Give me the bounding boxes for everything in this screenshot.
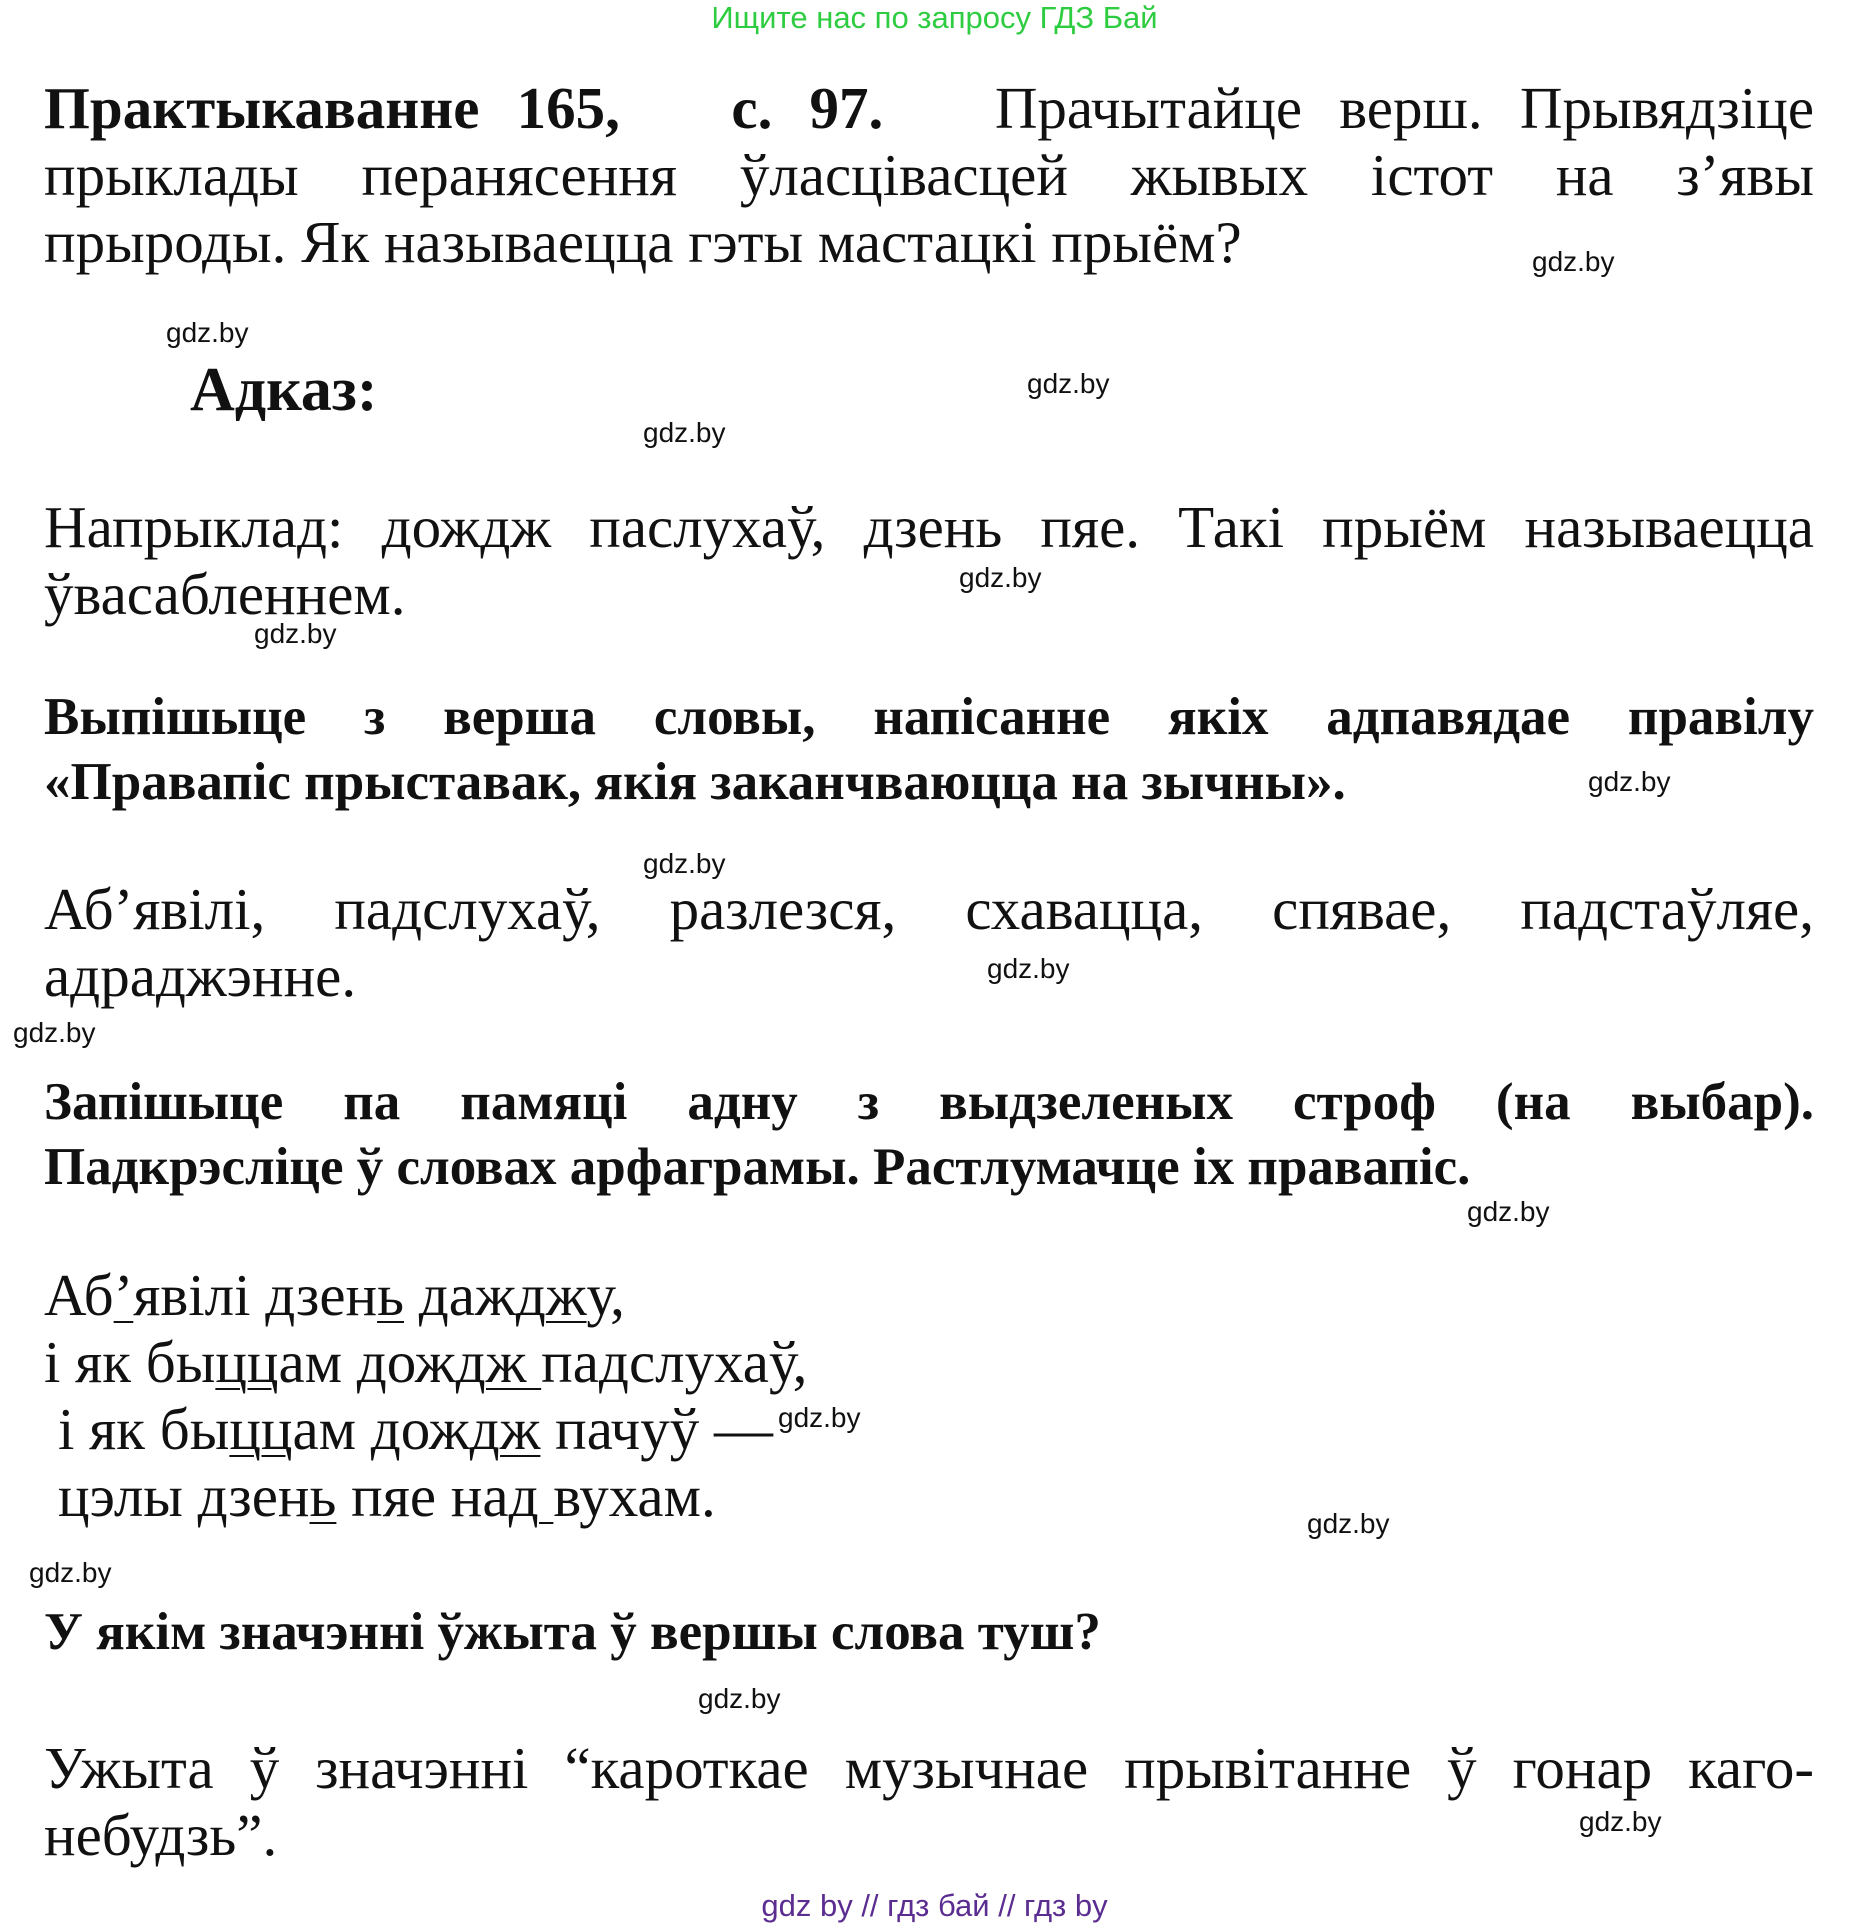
watermark: gdz.by [698,1683,781,1714]
poem-line-2: і як быццам дождж падслухаў, [44,1329,808,1395]
answer-1-line-1: Напрыклад: дождж паслухаў, дзень пяе. Такі прыём называецца [44,494,1814,560]
poem-stanza [44,1262,1444,1530]
watermark: gdz.by [987,953,1070,984]
poem-line-1: Аб’явілі дзень дажджу, [44,1262,625,1328]
exercise-line-3: прыроды. Як называецца гэты мастацкі прыём? [44,209,1242,275]
exercise-label: Практыкаванне 165, [44,75,620,141]
watermark: gdz.by [1467,1196,1550,1227]
exercise-line-2: прыклады перанясення ўласцівасцей жывых істот на з’явы [44,142,1814,208]
question-4 [44,1600,1814,1665]
answer-4-line-2: небудзь”. [44,1802,278,1868]
answer-4-line-1: Ужыта ў значэнні “кароткае музычнае прывітанне ў гонар каго- [44,1735,1814,1801]
answer-1-line-2: ўвасабленнем. [44,561,406,627]
top-banner: Ищите нас по запросу ГДЗ Бай [711,0,1158,35]
question-2 [44,685,1814,815]
poem-line-4: цэлы дзень пяе над вухам. [58,1463,716,1529]
answer-1 [44,494,1814,628]
poem-line-3: і як быццам дождж пачуў — [58,1396,773,1462]
footer: gdz by // гдз бай // гдз by [761,1888,1108,1923]
watermark: gdz.by [254,618,337,649]
answer-2-line-1: Аб’явілі, падслухаў, разлезся, схавацца, спявае, падстаўляе, [44,876,1814,942]
exercise-page: с. 97. [731,75,884,141]
watermark: gdz.by [13,1017,96,1048]
answer-2-line-2: адраджэнне. [44,943,357,1009]
watermark: gdz.by [778,1402,861,1433]
watermark: gdz.by [959,562,1042,593]
watermark: gdz.by [1579,1806,1662,1837]
watermark: gdz.by [1027,368,1110,399]
watermark: gdz.by [1588,766,1671,797]
question-3-line-2: Падкрэсліце ў словах арфаграмы. Растлумачце іх правапіс. [44,1138,1471,1196]
watermark: gdz.by [166,317,249,348]
watermark: gdz.by [1532,246,1615,277]
answer-heading: Адказ: [190,356,378,424]
answer-4 [44,1735,1814,1869]
question-2-line-2: «Правапіс прыставак, якія заканчваюцца на зычны». [44,753,1346,811]
watermark: gdz.by [643,848,726,879]
exercise-line-1 [44,75,1814,142]
question-3 [44,1070,1814,1200]
watermark: gdz.by [29,1557,112,1588]
watermark: gdz.by [643,417,726,448]
question-4-line: У якім значэнні ўжыта ў вершы слова туш? [44,1603,1101,1661]
watermark: gdz.by [1307,1508,1390,1539]
answer-2 [44,876,1814,1010]
question-3-line-1: Запішыце па памяці адну з выдзеленых строф (на выбар). [44,1073,1814,1131]
exercise-task-part1: Прачытайце верш. Прывядзіце [994,75,1815,141]
question-2-line-1: Выпішыце з верша словы, напісанне якіх адпавядае правілу [44,688,1814,746]
